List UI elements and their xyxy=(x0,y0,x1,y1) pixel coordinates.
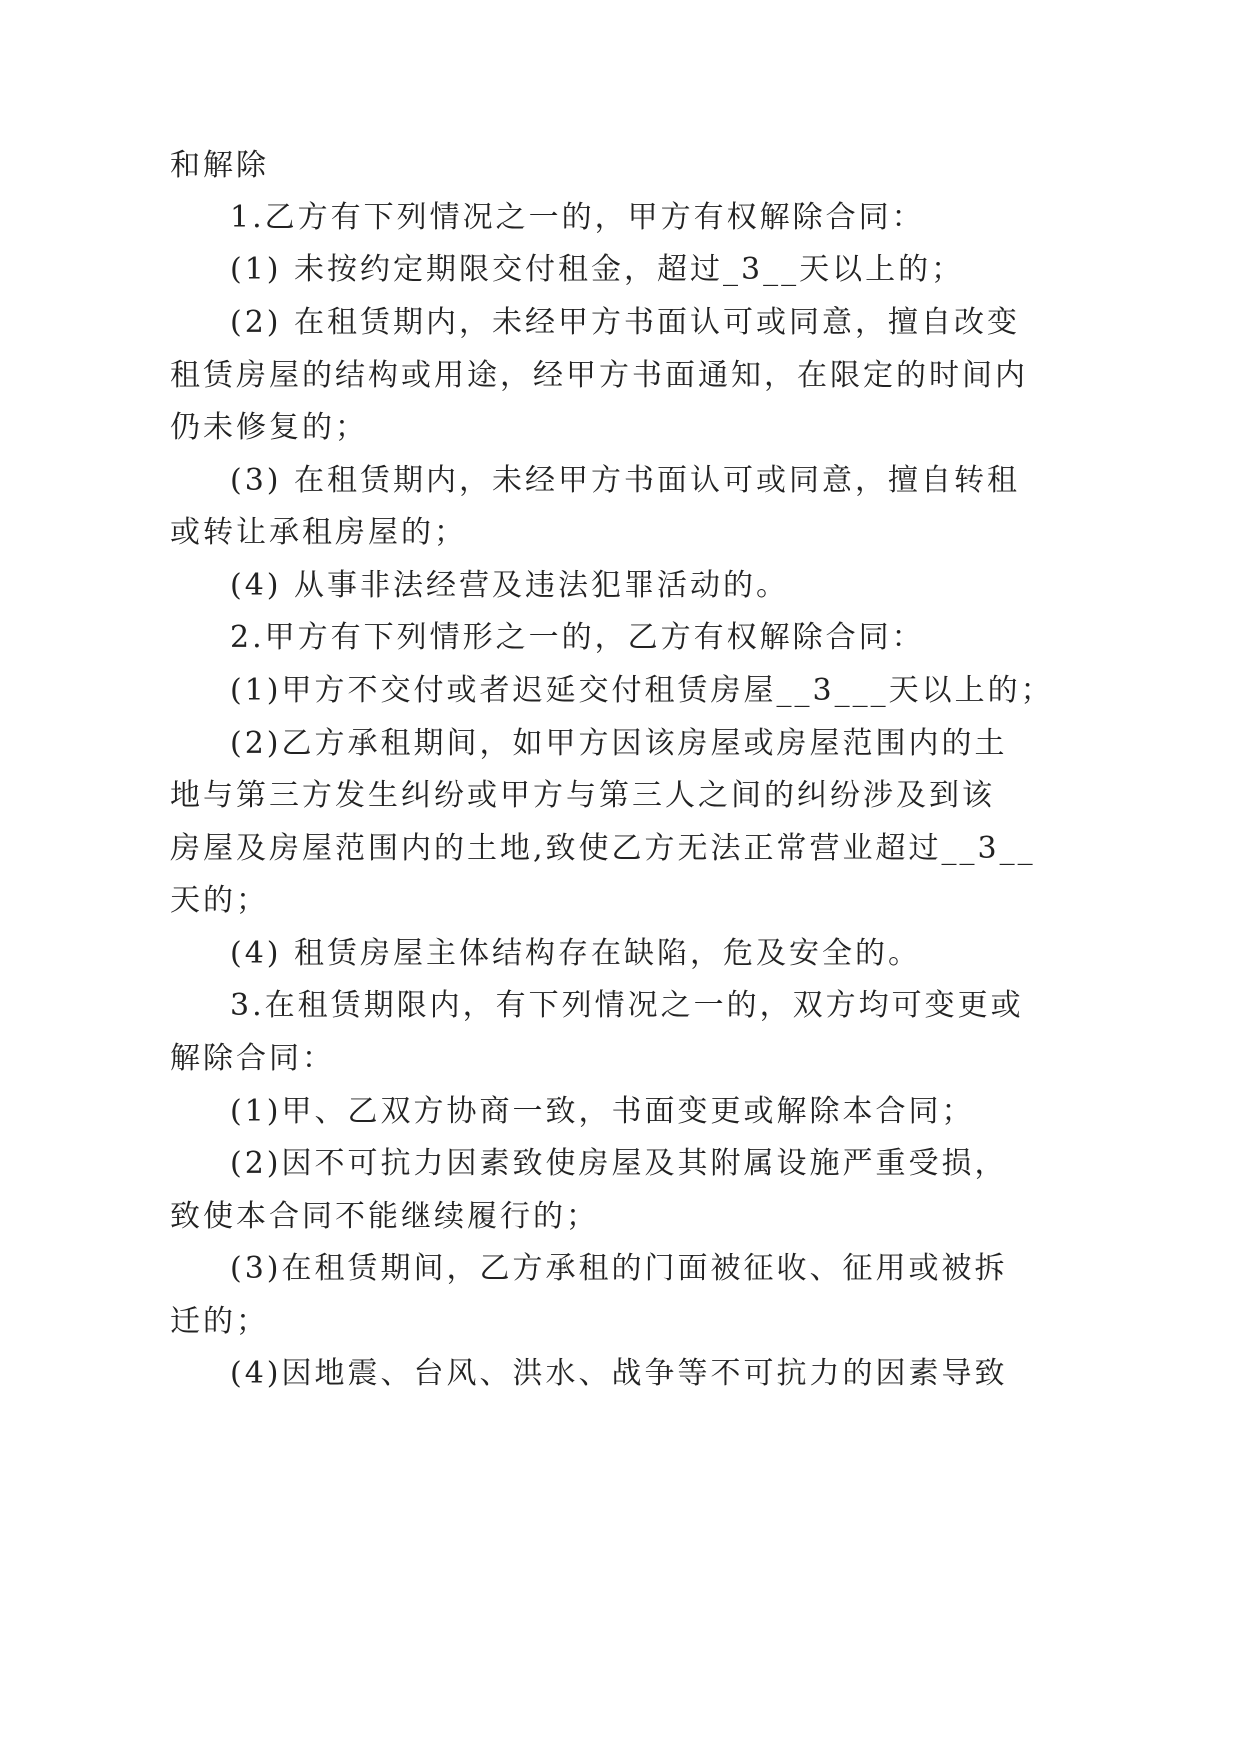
text-line: 仍未修复的； xyxy=(170,410,368,445)
text-line: 2.甲方有下列情形之一的，乙方有权解除合同： xyxy=(230,620,925,655)
text-line: 租赁房屋的结构或用途，经甲方书面通知，在限定的时间内 xyxy=(170,358,1028,393)
text-line: (4) 从事非法经营及违法犯罪活动的。 xyxy=(230,568,790,603)
text-line: 致使本合同不能继续履行的； xyxy=(170,1199,599,1234)
text-line: (4)因地震、台风、洪水、战争等不可抗力的因素导致 xyxy=(230,1356,1008,1391)
text-line: 解除合同： xyxy=(170,1041,335,1076)
text-line: 天的； xyxy=(170,883,269,918)
text-line: 和解除 xyxy=(170,148,269,183)
text-line: (1)甲、乙双方协商一致，书面变更或解除本合同； xyxy=(230,1094,975,1129)
text-line: 3.在租赁期限内，有下列情况之一的，双方均可变更或 xyxy=(230,988,1024,1023)
text-line: (3)在租赁期间，乙方承租的门面被征收、征用或被拆 xyxy=(230,1251,1008,1286)
text-line: (1) 未按约定期限交付租金，超过_3__天以上的； xyxy=(230,252,965,287)
text-line: (3) 在租赁期内，未经甲方书面认可或同意，擅自转租 xyxy=(230,463,1021,498)
text-line: (2)乙方承租期间，如甲方因该房屋或房屋范围内的土 xyxy=(230,726,1008,761)
text-line: 迁的； xyxy=(170,1304,269,1339)
text-line: 或转让承租房屋的； xyxy=(170,515,467,550)
text-line: (4) 租赁房屋主体结构存在缺陷，危及安全的。 xyxy=(230,936,922,971)
text-line: 地与第三方发生纠纷或甲方与第三人之间的纠纷涉及到该 xyxy=(170,778,995,813)
text-line: (1)甲方不交付或者迟延交付租赁房屋__3___天以上的； xyxy=(230,673,1054,708)
text-line: 房屋及房屋范围内的土地,致使乙方无法正常营业超过__3__ xyxy=(170,831,1036,866)
text-line: 1.乙方有下列情况之一的，甲方有权解除合同： xyxy=(230,200,925,235)
text-line: (2) 在租赁期内，未经甲方书面认可或同意，擅自改变 xyxy=(230,305,1021,340)
text-line: (2)因不可抗力因素致使房屋及其附属设施严重受损， xyxy=(230,1146,1008,1181)
